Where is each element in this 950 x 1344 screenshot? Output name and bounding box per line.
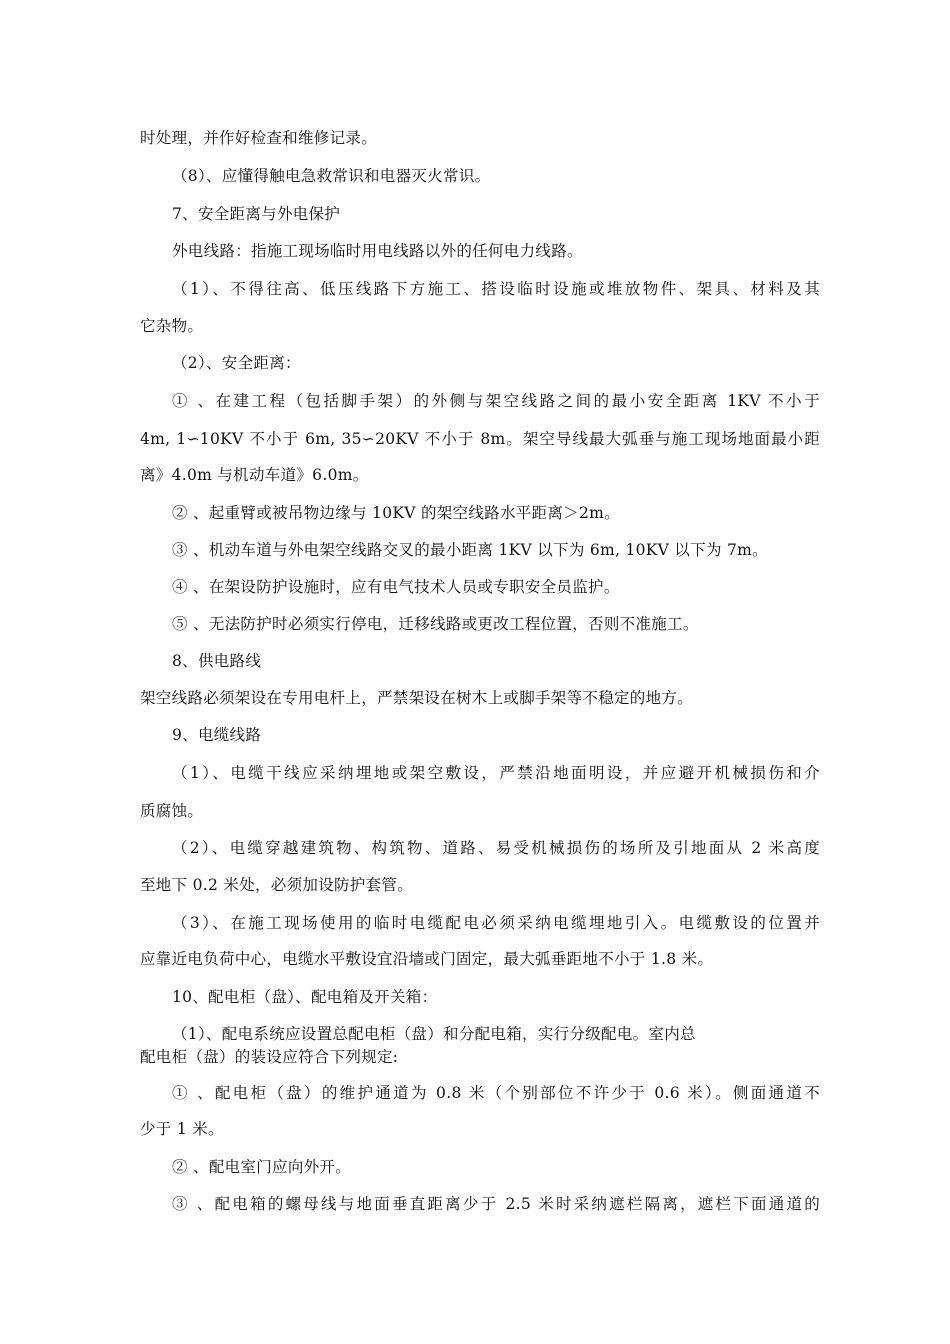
text-line: ① 、在建工程（包括脚手架）的外侧与架空线路之间的最小安全距离 1KV 不小于: [172, 392, 820, 410]
text-line: 架空线路必须架设在专用电杆上，严禁架设在树木上或脚手架等不稳定的地方。: [140, 689, 694, 707]
text-line: 配电柜（盘）的装设应符合下列规定:: [140, 1048, 399, 1066]
text-line: ③ 、配电箱的螺母线与地面垂直距离少于 2.5 米时采纳遮栏隔离，遮栏下面通道的: [172, 1195, 820, 1213]
text-line: （8）、应懂得触电急救常识和电器灭火常识。: [172, 167, 491, 185]
text-line: 至地下 0.2 米处，必须加设防护套管。: [140, 876, 414, 894]
text-line: ⑤ 、无法防护时必须实行停电，迁移线路或更改工程位置，否则不准施工。: [172, 615, 699, 633]
text-line: 少于 1 米。: [140, 1120, 224, 1138]
section-heading: 7、安全距离与外电保护: [172, 205, 341, 223]
text-line: 4m, 1∽10KV 不小于 6m, 35∽20KV 不小于 8m。架空导线最大弧垂与施工现场地面最小距: [140, 430, 820, 448]
text-line: （1）、不得往高、低压线路下方施工、搭设临时设施或堆放物件、架具、材料及其: [172, 280, 820, 298]
text-line: （3）、在施工现场使用的临时电缆配电必须采纳电缆埋地引入。电缆敷设的位置并: [172, 914, 820, 932]
text-line: 它杂物。: [140, 317, 204, 335]
text-line: 应靠近电负荷中心，电缆水平敷设宜沿墙或门固定，最大弧垂距地不小于 1.8 米。: [140, 950, 714, 968]
text-line: ④ 、在架设防护设施时，应有电气技术人员或专职安全员监护。: [172, 578, 620, 596]
section-heading: 9、电缆线路: [172, 726, 262, 744]
text-line: 时处理，并作好检查和维修记录。: [140, 129, 378, 147]
text-line: 质腐蚀。: [140, 802, 204, 820]
section-heading: 8、供电路线: [172, 652, 262, 670]
text-line: ② 、配电室门应向外开。: [172, 1158, 352, 1176]
text-line: （1）、电缆干线应采纳埋地或架空敷设，严禁沿地面明设，并应避开机械损伤和介: [172, 764, 820, 782]
text-line: （2）、电缆穿越建筑物、构筑物、道路、易受机械损伤的场所及引地面从 2 米高度: [172, 839, 820, 857]
text-line: ① 、配电柜（盘）的维护通道为 0.8 米（个别部位不许少于 0.6 米）。侧面通道不: [172, 1084, 820, 1102]
text-line: （2）、安全距离：: [172, 354, 301, 372]
text-line: 离》4.0m 与机动车道》6.0m。: [140, 466, 369, 484]
section-heading: 10、配电柜（盘）、配电箱及开关箱：: [172, 988, 438, 1006]
text-line: 外电线路：指施工现场临时用电线路以外的任何电力线路。: [172, 242, 583, 260]
text-line: ③ 、机动车道与外电架空线路交叉的最小距离 1KV 以下为 6m, 10KV 以下为 7m。: [172, 541, 768, 559]
text-line: （1）、配电系统应设置总配电柜（盘）和分配电箱，实行分级配电。室内总: [172, 1025, 696, 1043]
text-line: ② 、起重臂或被吊物边缘与 10KV 的架空线路水平距离＞2m。: [172, 504, 620, 522]
